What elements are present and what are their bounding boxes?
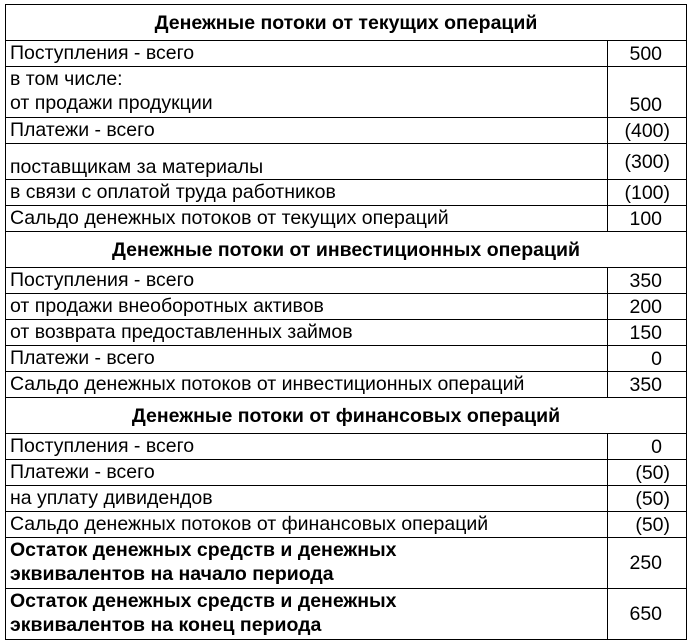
- row-value: 500: [608, 41, 687, 67]
- row-label-line: эквивалентов на начало периода: [10, 563, 334, 585]
- row-value: 200: [608, 294, 687, 320]
- section-header-row: [6, 232, 687, 268]
- section-header-row: [6, 398, 687, 434]
- row-label: Поступления - всего: [6, 268, 608, 294]
- row-value: 150: [608, 320, 687, 346]
- row-label: Платежи - всего: [6, 460, 608, 486]
- row-value: 500: [608, 67, 687, 118]
- row-label: Платежи - всего: [6, 346, 608, 372]
- section-header-row: [6, 5, 687, 41]
- section-title-financing: Денежные потоки от финансовых операций: [6, 398, 687, 434]
- table-row: [6, 294, 687, 320]
- row-label: Платежи - всего: [6, 118, 608, 144]
- row-value: (400): [608, 118, 687, 144]
- row-value: (100): [608, 180, 687, 206]
- table-row: [6, 486, 687, 512]
- table-row: [6, 460, 687, 486]
- row-label: [6, 589, 608, 640]
- cash-flow-table: [5, 4, 687, 640]
- row-label-line: от продажи продукции: [10, 92, 213, 114]
- row-value: 650: [608, 589, 687, 640]
- table-row: [6, 268, 687, 294]
- table-row: [6, 118, 687, 144]
- row-value: 250: [608, 538, 687, 589]
- table-row: [6, 512, 687, 538]
- row-value: (50): [608, 460, 687, 486]
- row-label: Поступления - всего: [6, 434, 608, 460]
- row-value: (50): [608, 486, 687, 512]
- row-label-line: Остаток денежных средств и денежных: [10, 590, 397, 612]
- table-row: [6, 180, 687, 206]
- table-row-opening-balance: [6, 538, 687, 589]
- row-value: (50): [608, 512, 687, 538]
- row-label: Поступления - всего: [6, 41, 608, 67]
- row-value: 350: [608, 372, 687, 398]
- row-label: на уплату дивидендов: [6, 486, 608, 512]
- table-row: [6, 372, 687, 398]
- table-row: [6, 434, 687, 460]
- section-title-operating: Денежные потоки от текущих операций: [6, 5, 687, 41]
- row-value: 0: [608, 346, 687, 372]
- row-value: 100: [608, 206, 687, 232]
- row-label: Сальдо денежных потоков от текущих операций: [6, 206, 608, 232]
- row-label-line: в том числе:: [10, 68, 123, 90]
- row-label: [6, 67, 608, 118]
- table-row: [6, 41, 687, 67]
- row-label: Сальдо денежных потоков от инвестиционных операций: [6, 372, 608, 398]
- table-row: [6, 346, 687, 372]
- row-label: поставщикам за материалы: [6, 144, 608, 180]
- row-label: в связи с оплатой труда работников: [6, 180, 608, 206]
- row-label: от возврата предоставленных займов: [6, 320, 608, 346]
- row-label: от продажи внеоборотных активов: [6, 294, 608, 320]
- row-label: Сальдо денежных потоков от финансовых операций: [6, 512, 608, 538]
- row-label-line: Остаток денежных средств и денежных: [10, 539, 397, 561]
- table-row: [6, 206, 687, 232]
- table-row-closing-balance: [6, 589, 687, 640]
- table-row: [6, 320, 687, 346]
- row-label: [6, 538, 608, 589]
- row-value: (300): [608, 144, 687, 180]
- row-value: 350: [608, 268, 687, 294]
- row-label-line: эквивалентов на конец периода: [10, 614, 322, 636]
- table-row: [6, 144, 687, 180]
- row-value: 0: [608, 434, 687, 460]
- section-title-investing: Денежные потоки от инвестиционных операций: [6, 232, 687, 268]
- table-row: [6, 67, 687, 118]
